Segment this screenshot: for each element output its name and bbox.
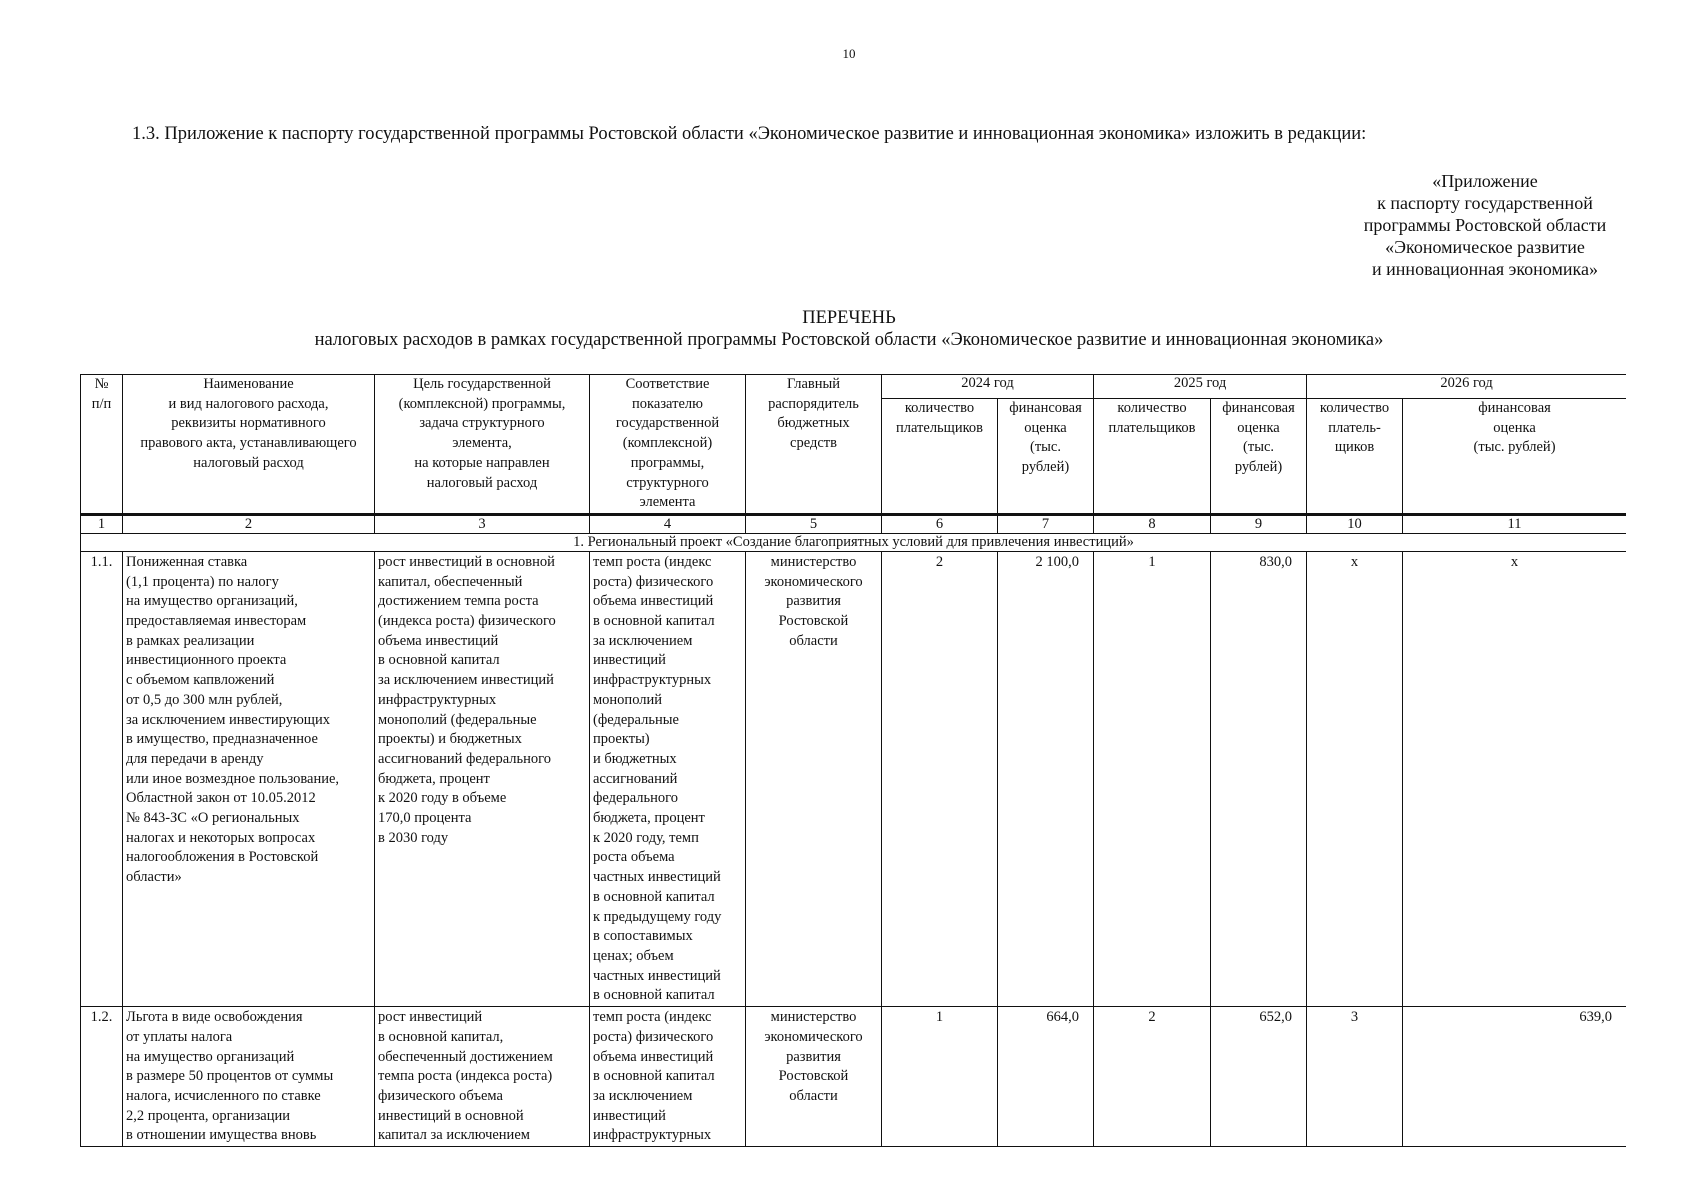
row-fin-2025: 652,0 (1211, 1007, 1307, 1147)
column-number: 1 (81, 514, 123, 533)
header-num: № п/п (81, 375, 123, 515)
section-title: 1. Региональный проект «Создание благоприятных условий для привлечения инвестиций» (81, 533, 1627, 551)
tax-expenditure-table (80, 374, 1626, 1147)
table-row (81, 551, 1627, 1006)
column-number: 2 (123, 514, 375, 533)
row-fin-2024: 2 100,0 (998, 551, 1094, 1006)
document-title (0, 307, 1698, 351)
intro-paragraph: 1.3. Приложение к паспорту государственной программы Ростовской области «Экономическое развитие и инновационная экономика» изложить в редакции: (132, 124, 1367, 144)
header-year-2026: 2026 год (1307, 375, 1626, 399)
header-row-1 (81, 375, 1627, 399)
column-number: 11 (1403, 514, 1626, 533)
row-goal: рост инвестиций в основной капитал, обеспеченный достижением темпа роста (индекса роста) физического объема инвестиций в основной капитал за исключением (375, 1007, 590, 1147)
column-number: 8 (1094, 514, 1211, 533)
title-line-2: налоговых расходов в рамках государственной программы Ростовской области «Экономическое развитие и инновационная экономика» (314, 330, 1384, 350)
row-goal: рост инвестиций в основной капитал, обеспеченный достижением темпа роста (индекса роста) физического объема инвестиций в основной капитал за исключением инвестиций инфраструктурных монополий (федеральные проекты) и бюджетных ассигнований федерального бюджета, процент к 2020 году в объеме 170,0 процента в 2030 году (375, 551, 590, 1006)
page-number: 10 (842, 46, 856, 61)
appendix-line: к паспорту государственной (1377, 193, 1593, 213)
tax-expenditure-table-container (80, 374, 1626, 1149)
appendix-line: и инновационная экономика» (1372, 259, 1598, 279)
column-number: 6 (882, 514, 998, 533)
row-indicator: темп роста (индекс роста) физического объема инвестиций в основной капитал за исключением инвестиций инфраструктурных монополий (федеральные проекты) и бюджетных ассигнований федерального бюджета, процент к 2020 году, темп роста объема частных инвестиций в основной капитал к предыдущему году в сопоставимых ценах; объем частных инвестиций в основной капитал (590, 551, 746, 1006)
header-indicator: Соответствие показателю государственной (комплексной) программы, структурного элемента (590, 375, 746, 515)
header-year-2025: 2025 год (1094, 375, 1307, 399)
row-num: 1.2. (81, 1007, 123, 1147)
row-name: Льгота в виде освобождения от уплаты налога на имущество организаций в размере 50 процентов от суммы налога, исчисленного по ставке 2,2 процента, организации в отношении имущества вновь (123, 1007, 375, 1147)
appendix-line: «Приложение (1432, 171, 1538, 191)
header-qty-2026: количество платель- щиков (1307, 398, 1403, 514)
header-year-2024: 2024 год (882, 375, 1094, 399)
row-qty-2025: 1 (1094, 551, 1211, 1006)
row-qty-2025: 2 (1094, 1007, 1211, 1147)
table-row (81, 1007, 1627, 1147)
column-number-row (81, 514, 1627, 533)
column-number: 4 (590, 514, 746, 533)
column-number: 10 (1307, 514, 1403, 533)
header-fin-2025: финансовая оценка (тыс. рублей) (1211, 398, 1307, 514)
row-qty-2024: 1 (882, 1007, 998, 1147)
header-fin-2024: финансовая оценка (тыс. рублей) (998, 398, 1094, 514)
column-number: 5 (746, 514, 882, 533)
row-fin-2026: 639,0 (1403, 1007, 1626, 1147)
title-line-1: ПЕРЕЧЕНЬ (802, 308, 896, 328)
row-num: 1.1. (81, 551, 123, 1006)
row-fin-2024: 664,0 (998, 1007, 1094, 1147)
appendix-line: программы Ростовской области (1363, 215, 1607, 235)
appendix-header (1320, 170, 1650, 280)
header-qty-2024: количество плательщиков (882, 398, 998, 514)
column-number: 3 (375, 514, 590, 533)
row-qty-2026: х (1307, 551, 1403, 1006)
header-goal: Цель государственной (комплексной) программы, задача структурного элемента, на которые направлен налоговый расход (375, 375, 590, 515)
appendix-line: «Экономическое развитие (1385, 237, 1585, 257)
row-qty-2024: 2 (882, 551, 998, 1006)
header-qty-2025: количество плательщиков (1094, 398, 1211, 514)
row-name: Пониженная ставка (1,1 процента) по налогу на имущество организаций, предоставляемая инвесторам в рамках реализации инвестиционного проекта с объемом капвложений от 0,5 до 300 млн рублей, за исключением инвестирующих в имущество, предназначенное для передачи в аренду или иное возмездное пользование, Областной закон от 10.05.2012 № 843-ЗС «О региональных налогах и некоторых вопросах налогообложения в Ростовской области» (123, 551, 375, 1006)
row-indicator: темп роста (индекс роста) физического объема инвестиций в основной капитал за исключением инвестиций инфраструктурных (590, 1007, 746, 1147)
column-number: 9 (1211, 514, 1307, 533)
header-fin-2026: финансовая оценка (тыс. рублей) (1403, 398, 1626, 514)
row-fin-2026: х (1403, 551, 1626, 1006)
row-manager: министерство экономического развития Ростовской области (746, 1007, 882, 1147)
header-manager: Главный распорядитель бюджетных средств (746, 375, 882, 515)
header-name: Наименование и вид налогового расхода, реквизиты нормативного правового акта, устанавливающего налоговый расход (123, 375, 375, 515)
row-qty-2026: 3 (1307, 1007, 1403, 1147)
row-manager: министерство экономического развития Ростовской области (746, 551, 882, 1006)
row-fin-2025: 830,0 (1211, 551, 1307, 1006)
column-number: 7 (998, 514, 1094, 533)
section-row (81, 533, 1627, 551)
